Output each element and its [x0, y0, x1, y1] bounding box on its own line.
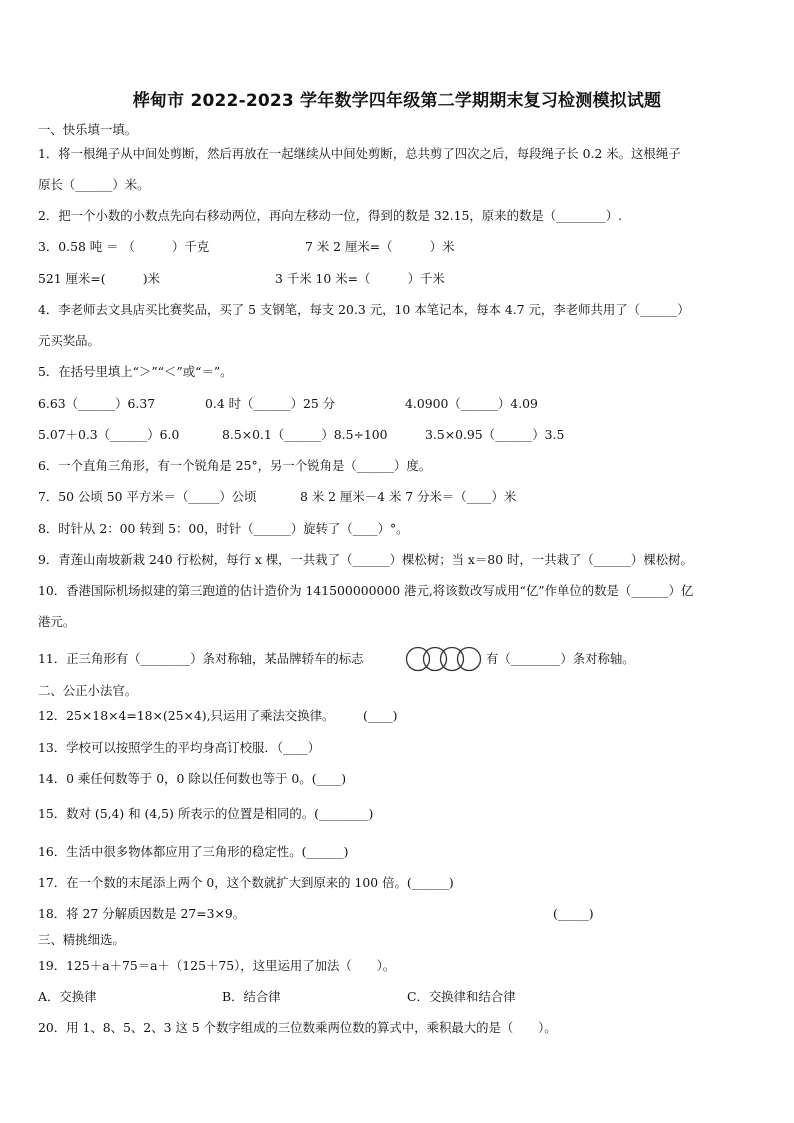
question-5-r2-c3: 3.5×0.95（______）3.5: [425, 427, 565, 442]
question-12: 12．25×18×4=18×(25×4),只运用了乘法交换律。: [38, 708, 335, 723]
question-5-r2-c1: 5.07＋0.3（______）6.0: [38, 427, 180, 442]
question-1-line-1: 1．将一根绳子从中间处剪断，然后再放在一起继续从中间处剪断，总共剪了四次之后，每段绳子长 0.2 米。这根绳子: [38, 146, 681, 161]
question-5-r1-c2: 0.4 时（______）25 分: [205, 396, 336, 411]
question-5-r2-c2: 8.5×0.1（______）8.5÷100: [222, 427, 388, 442]
question-4-line-1: 4．李老师去文具店买比赛奖品，买了 5 支钢笔，每支 20.3 元，10 本笔记本，每本 4.7 元，李老师共用了（______）: [38, 302, 690, 317]
page-title: 桦甸市 2022-2023 学年数学四年级第二学期期末复习检测模拟试题: [132, 91, 662, 111]
question-17: 17．在一个数的末尾添上两个 0，这个数就扩大到原来的 100 倍。(______): [38, 875, 454, 890]
question-9: 9．青莲山南坡新栽 240 行松树，每行 x 棵，一共栽了（______）棵松树；当 x＝80 时，一共栽了（______）棵松树。: [38, 552, 693, 567]
question-11-part-2: 有（________）条对称轴。: [486, 651, 635, 666]
question-3-item-4: 3 千米 10 米=（ ）千米: [275, 271, 445, 286]
question-19-option-c: C．交换律和结合律: [407, 989, 516, 1004]
car-logo-rings-icon: [405, 646, 485, 672]
question-5-r1-c1: 6.63（______）6.37: [38, 396, 156, 411]
question-20: 20．用 1、8、5、2、3 这 5 个数字组成的三位数乘两位数的算式中，乘积最大的是（ ）。: [38, 1020, 557, 1035]
question-2: 2．把一个小数的小数点先向右移动两位，再向左移动一位，得到的数是 32.15，原来的数是（________）.: [38, 208, 623, 223]
question-3-item-1: 3．0.58 吨 ＝ （ ）千克: [38, 239, 210, 254]
question-6: 6．一个直角三角形，有一个锐角是 25°，另一个锐角是（______）度。: [38, 458, 432, 473]
question-14: 14．0 乘任何数等于 0，0 除以任何数也等于 0。(____): [38, 771, 347, 786]
question-1-line-2: 原长（______）米。: [38, 177, 150, 192]
section-heading-3: 三、精挑细选。: [38, 932, 125, 947]
question-19: 19．125＋a＋75＝a＋（125＋75），这里运用了加法（ ）。: [38, 958, 396, 973]
question-7-item-2: 8 米 2 厘米－4 米 7 分米＝（____）米: [300, 489, 517, 504]
question-15: 15．数对 (5,4) 和 (4,5) 所表示的位置是相同的。(________): [38, 806, 374, 821]
section-heading-1: 一、快乐填一填。: [38, 122, 138, 137]
question-7-item-1: 7．50 公顷 50 平方米＝（_____）公顷: [38, 489, 257, 504]
section-heading-2: 二、公正小法官。: [38, 683, 138, 698]
question-4-line-2: 元买奖品。: [38, 333, 100, 348]
question-16: 16．生活中很多物体都应用了三角形的稳定性。(______): [38, 844, 349, 859]
question-13: 13．学校可以按照学生的平均身高订校服．（____）: [38, 740, 321, 755]
question-19-option-a: A．交换律: [38, 989, 97, 1004]
question-19-option-b: B．结合律: [222, 989, 281, 1004]
question-5: 5．在括号里填上“＞”“＜”或“＝”。: [38, 364, 233, 379]
question-18-answer-blank: (_____): [553, 906, 594, 921]
question-3-item-2: 7 米 2 厘米=（ ）米: [305, 239, 455, 254]
question-18: 18．将 27 分解质因数是 27=3×9。: [38, 906, 246, 921]
question-10-line-2: 港元。: [38, 614, 76, 629]
question-3-item-3: 521 厘米=( )米: [38, 271, 160, 286]
question-12-answer-blank: (____): [363, 708, 398, 723]
question-11-part-1: 11．正三角形有（________）条对称轴，某品牌轿车的标志: [38, 651, 364, 666]
question-5-r1-c3: 4.0900（______）4.09: [405, 396, 538, 411]
question-8: 8．时针从 2：00 转到 5：00，时针（______）旋转了（____）°。: [38, 521, 409, 536]
question-10-line-1: 10．香港国际机场拟建的第三跑道的估计造价为 141500000000 港元,将该数改写成用“亿”作单位的数是（______）亿: [38, 583, 694, 598]
